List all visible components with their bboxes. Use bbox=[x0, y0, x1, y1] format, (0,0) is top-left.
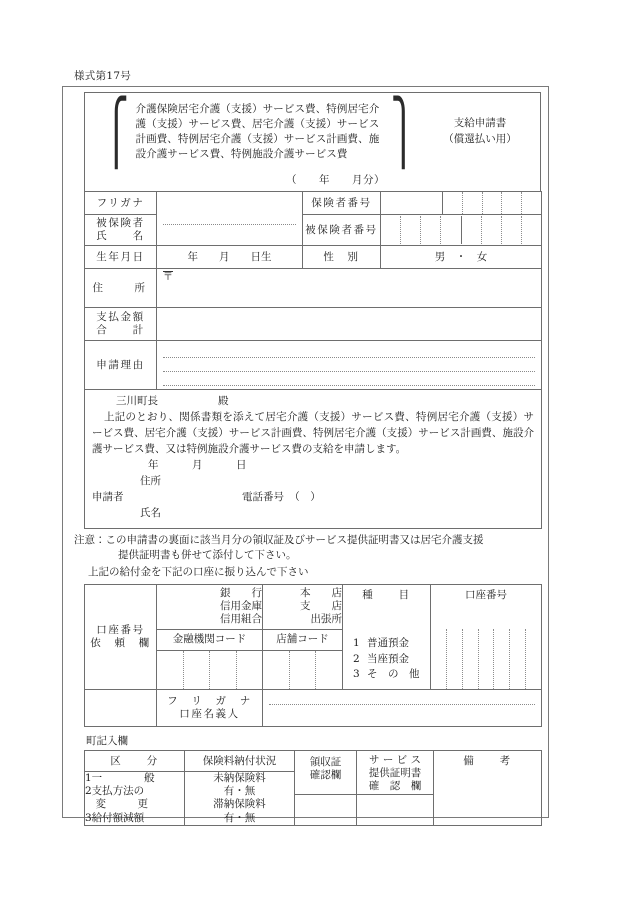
notice-line-2: 提供証明書も併せて添付して下さい。 bbox=[118, 549, 297, 562]
row-payment-total bbox=[85, 308, 542, 341]
deposit-type-option-1[interactable] bbox=[353, 636, 426, 651]
service-cert-check-header bbox=[357, 751, 434, 795]
reason-rules bbox=[157, 341, 541, 388]
account-holder-name-label: 口座名義人 bbox=[179, 708, 240, 721]
premium-status-options[interactable] bbox=[185, 772, 295, 826]
institution-kind-0[interactable]: 銀 行 bbox=[220, 586, 262, 599]
sex-label: 性 別 bbox=[303, 246, 381, 269]
unpaid-premium-choice[interactable]: 有・無 bbox=[223, 785, 256, 798]
account-request-label-line2: 依 頼 欄 bbox=[90, 636, 151, 649]
branch-kind-0[interactable]: 本 店 bbox=[300, 586, 342, 599]
reason-label: 申請理由 bbox=[85, 341, 157, 390]
title-cell bbox=[85, 93, 541, 193]
brace-close-icon: ⎫ bbox=[389, 95, 416, 168]
row-reason bbox=[85, 341, 542, 390]
bank-left-filler bbox=[85, 690, 157, 727]
division-header: 区 分 bbox=[85, 751, 185, 772]
reason-input[interactable] bbox=[157, 341, 542, 390]
town-table bbox=[84, 750, 542, 826]
address-label: 住 所 bbox=[85, 269, 157, 308]
delinquent-premium-label: 滞納保険料 bbox=[213, 798, 266, 811]
brace-open-icon: ⎧ bbox=[103, 95, 130, 168]
declaration-date[interactable]: 年 月 日 bbox=[148, 459, 247, 472]
dono-label: 殿 bbox=[218, 395, 229, 408]
mayor-label: 三川町長 bbox=[116, 395, 158, 408]
division-option-3[interactable]: 3給付額減額 bbox=[85, 811, 145, 824]
division-option-1[interactable]: 1一 般 bbox=[85, 772, 155, 785]
insured-name-label-line2: 氏 名 bbox=[96, 230, 145, 243]
insured-name-label bbox=[85, 215, 157, 246]
deposit-type-no-2: 2 bbox=[353, 652, 360, 665]
deposit-type-no-1: 1 bbox=[353, 637, 360, 650]
insured-number-label: 被保険者番号 bbox=[303, 215, 381, 246]
insurer-number-label: 保険者番号 bbox=[303, 192, 381, 215]
institution-code-label: 金融機関コード bbox=[157, 629, 263, 650]
notice-line-1: 注意：この申請書の裏面に該当月分の領収証及びサービス提供証明書又は居宅介護支援 bbox=[74, 534, 484, 546]
insured-name-label-line1: 被保険者 bbox=[96, 217, 145, 230]
postal-mark-icon: 〒 bbox=[163, 272, 173, 284]
declaration-cell bbox=[85, 390, 542, 529]
institution-kind-2[interactable]: 信用組合 bbox=[220, 613, 262, 626]
insured-number-segments[interactable] bbox=[381, 216, 541, 244]
branch-kind-1[interactable]: 支 店 bbox=[300, 600, 342, 613]
deposit-type-label: 種 目 bbox=[343, 584, 431, 629]
deposit-type-no-3: 3 bbox=[353, 667, 360, 680]
institution-code-segments[interactable] bbox=[157, 651, 262, 689]
form-content bbox=[74, 92, 541, 826]
payment-total-input[interactable] bbox=[157, 308, 542, 341]
application-type-label: 支給申請書 bbox=[453, 117, 507, 130]
period-field[interactable]: （ 年 月分） bbox=[286, 174, 385, 186]
insurer-number-input[interactable] bbox=[443, 192, 542, 215]
institution-code-input[interactable] bbox=[157, 650, 263, 690]
insurer-number-segments[interactable] bbox=[443, 192, 541, 214]
branch-code-label: 店舗コード bbox=[263, 629, 343, 650]
notice-block bbox=[74, 533, 544, 581]
applicant-label: 申請者 bbox=[92, 491, 124, 504]
remarks-header: 備 考 bbox=[434, 751, 542, 826]
institution-kind-options[interactable] bbox=[157, 584, 263, 629]
insurer-number-blank[interactable] bbox=[381, 192, 443, 215]
title-table bbox=[84, 92, 541, 192]
division-options[interactable] bbox=[85, 772, 185, 826]
premium-status-header: 保険料納付状況 bbox=[185, 751, 295, 772]
deposit-type-options[interactable] bbox=[343, 629, 431, 690]
bank-row-holder bbox=[85, 690, 542, 727]
account-request-label bbox=[85, 584, 157, 690]
furigana-label: フリガナ bbox=[85, 192, 157, 215]
reimbursement-label: （償還払い用） bbox=[443, 133, 517, 145]
account-request-label-line1: 口座番号 bbox=[96, 623, 145, 636]
service-cert-header-line1: サ ー ビ ス bbox=[368, 754, 421, 767]
receipt-check-header bbox=[295, 751, 357, 795]
applicant-name-label: 氏名 bbox=[140, 507, 161, 520]
receipt-check-header-line2: 確認欄 bbox=[309, 769, 342, 782]
deposit-type-name-2: 当座預金 bbox=[367, 652, 409, 665]
account-holder-furigana-label: フ リ ガ ナ bbox=[167, 695, 252, 708]
sex-value[interactable]: 男 ・ 女 bbox=[381, 246, 542, 269]
bank-table bbox=[84, 584, 542, 728]
applicant-address-label: 住所 bbox=[140, 475, 161, 488]
town-section-label: 町記入欄 bbox=[86, 735, 128, 748]
birth-input[interactable]: 年 月 日生 bbox=[157, 246, 303, 269]
account-holder-label bbox=[157, 690, 263, 727]
deposit-type-list[interactable] bbox=[343, 634, 430, 684]
town-header-row bbox=[85, 751, 542, 772]
deposit-type-option-3[interactable] bbox=[353, 667, 426, 682]
title-row bbox=[85, 93, 541, 193]
bank-section bbox=[84, 584, 541, 728]
unpaid-premium-label: 未納保険料 bbox=[213, 772, 266, 785]
payment-total-label-line2: 合 計 bbox=[96, 324, 145, 337]
service-cert-header-line2: 提供証明書 bbox=[368, 767, 422, 780]
deposit-type-name-3: そ の 他 bbox=[367, 667, 420, 680]
period-row bbox=[85, 171, 540, 192]
account-holder-rules bbox=[263, 690, 541, 707]
title-right-block bbox=[432, 116, 528, 148]
service-cert-check-input[interactable] bbox=[357, 794, 434, 825]
branch-code-segments[interactable] bbox=[263, 651, 342, 689]
bank-row-kinds bbox=[85, 584, 542, 629]
division-option-2b[interactable]: 変 更 bbox=[85, 798, 148, 811]
birth-label: 生年月日 bbox=[85, 246, 157, 269]
row-address bbox=[85, 269, 542, 308]
account-number-input[interactable] bbox=[431, 629, 542, 690]
institution-kind-1[interactable]: 信用金庫 bbox=[220, 600, 262, 613]
branch-kind-options[interactable] bbox=[263, 584, 343, 629]
row-insured-name bbox=[85, 215, 542, 246]
deposit-type-option-2[interactable] bbox=[353, 652, 426, 667]
insured-number-input[interactable] bbox=[381, 215, 542, 246]
row-birth-sex bbox=[85, 246, 542, 269]
row-declaration bbox=[85, 390, 542, 529]
receipt-check-header-line1: 領収証 bbox=[309, 756, 342, 769]
branch-kind-2[interactable]: 出張所 bbox=[310, 613, 342, 626]
insured-name-rules bbox=[157, 210, 302, 227]
payment-total-label bbox=[85, 308, 157, 341]
account-number-label: 口座番号 bbox=[431, 584, 542, 629]
form-title: 介護保険居宅介護（支援）サービス費、特例居宅介護（支援）サービス費、居宅介護（支援）サービス計画費、特例居宅介護（支援）サービス計画費、施設介護サービス費、特例施設介護サービス費 bbox=[135, 102, 380, 161]
row-furigana bbox=[85, 192, 542, 215]
declaration-body: 上記のとおり、関係書類を添えて居宅介護（支援）サービス費、特例居宅介護（支援）サービス費、居宅介護（支援）サービス計画費、特例居宅介護（支援）サービス計画費、施設介護サービス費、又は特例施設介護サービス費の支給を申請します。 bbox=[92, 411, 534, 456]
insured-name-input[interactable] bbox=[157, 192, 303, 246]
account-holder-input[interactable] bbox=[263, 690, 542, 727]
applicant-table bbox=[84, 191, 542, 529]
applicant-row bbox=[92, 490, 534, 506]
declaration-block bbox=[85, 390, 541, 528]
form-number-label: 様式第17号 bbox=[74, 70, 132, 82]
receipt-check-input[interactable] bbox=[295, 794, 357, 825]
account-number-segments[interactable] bbox=[431, 629, 541, 689]
phone-label[interactable]: 電話番号 （ ） bbox=[242, 491, 321, 504]
notice-line-3: 上記の給付金を下記の口座に振り込んで下さい bbox=[88, 566, 309, 579]
delinquent-premium-choice[interactable]: 有・無 bbox=[223, 811, 256, 824]
payment-total-label-line1: 支払金額 bbox=[96, 311, 145, 324]
deposit-type-name-1: 普通預金 bbox=[367, 637, 409, 650]
division-option-2[interactable]: 2支払方法の bbox=[85, 785, 145, 798]
mayor-line bbox=[92, 394, 534, 410]
service-cert-header-line3: 確 認 欄 bbox=[368, 780, 422, 793]
branch-code-input[interactable] bbox=[263, 650, 343, 690]
address-input[interactable] bbox=[157, 269, 542, 308]
